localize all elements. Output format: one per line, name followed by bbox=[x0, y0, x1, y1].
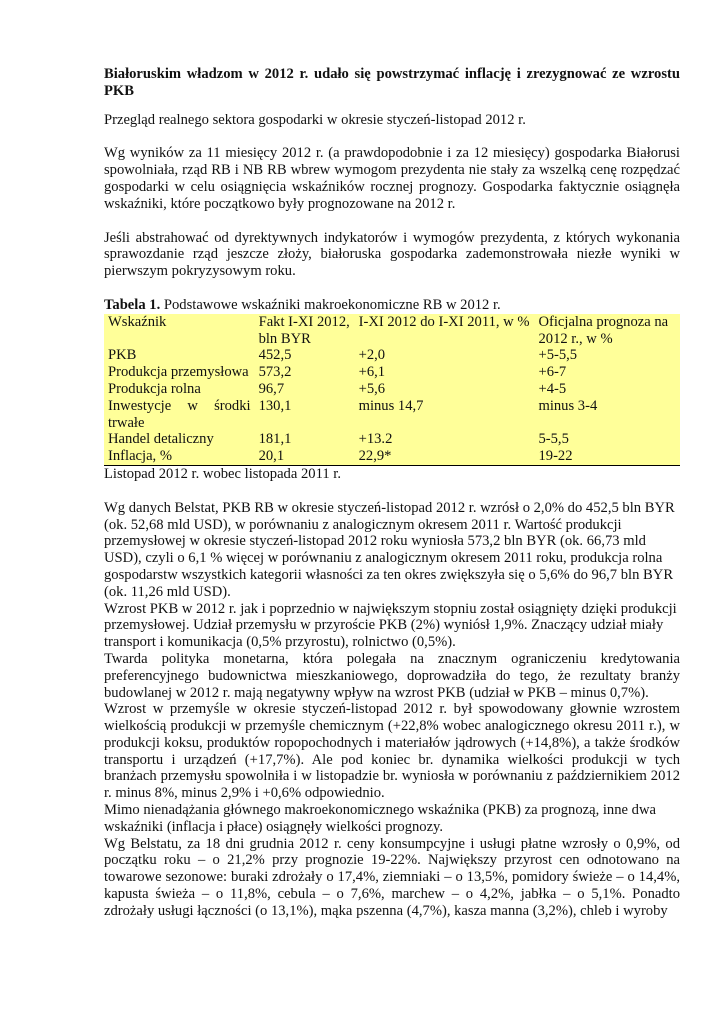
header-fact: Fakt I-XI 2012, bln BYR bbox=[258, 313, 350, 347]
table-row bbox=[104, 347, 680, 364]
table-row bbox=[104, 448, 680, 465]
table-row bbox=[104, 381, 680, 398]
table-caption bbox=[104, 297, 680, 314]
table-caption-text: Podstawowe wskaźniki makroekonomiczne RB w 2012 r. bbox=[160, 296, 501, 313]
paragraph-intro: Wg wyników za 11 miesięcy 2012 r. (a prawdopodobnie i za 12 miesięcy) gospodarka Białorusi spowolniała, rząd RB i NB RB wbrew wymogom prezydenta nie stały za wszelką cenę rozpędzać gospodarki w celu osiągnięcia wskaźników rocznej prognozy. Gospodarka faktycznie osiągnęła wskaźniki, które początkowo były prognozowane na 2012 r. bbox=[104, 145, 680, 212]
row-fact: 130,1 bbox=[258, 397, 292, 414]
table-row bbox=[104, 431, 680, 448]
row-name: Produkcja przemysłowa bbox=[108, 364, 249, 381]
paragraph-forecast: Mimo nienadążania głównego makroekonomicznego wskaźnika (PKB) za prognozą, inne dwa wskaźniki (inflacja i płace) osiągnęły wielkości prognozy. bbox=[104, 802, 656, 835]
document-page bbox=[104, 66, 680, 920]
paragraph-gdp-growth: Wzrost PKB w 2012 r. jak i poprzednio w największym stopniu został osiągnięty dzięki produkcji przemysłowej. Udział przemysłu w przyroście PKB (2%) wyniósł 1,9%. Znaczący udział miały transport i komunikacja (0,5% przyrostu), rolnictwo (0,5%). bbox=[104, 600, 677, 651]
row-name: Handel detaliczny bbox=[108, 431, 214, 448]
macro-indicators-table bbox=[104, 314, 680, 466]
paragraph-abstract: Jeśli abstrahować od dyrektywnych indykatorów i wymogów prezydenta, z których wykonania sprawozdanie rząd jeszcze złoży, białoruska gospodarka zademonstrowała niezłe wyniki w pierwszym pokryzysowym roku. bbox=[104, 229, 680, 280]
table-footnote: Listopad 2012 r. wobec listopada 2011 r. bbox=[104, 465, 341, 482]
row-fact: 181,1 bbox=[258, 431, 292, 448]
row-forecast: 5-5,5 bbox=[538, 431, 569, 448]
document-subtitle: Przegląd realnego sektora gospodarki w okresie styczeń-listopad 2012 r. bbox=[104, 111, 526, 128]
row-change: +13.2 bbox=[358, 431, 393, 448]
row-fact: 20,1 bbox=[257, 448, 357, 465]
row-forecast: +4-5 bbox=[538, 380, 567, 397]
row-fact: 96,7 bbox=[258, 380, 285, 397]
row-fact: 452,5 bbox=[258, 347, 292, 364]
table-row bbox=[104, 398, 680, 432]
row-change: +6,1 bbox=[358, 364, 386, 381]
paragraph-monetary-policy: Twarda polityka monetarna, która polegała na znacznym ograniczeniu kredytowania preferencyjnego budownictwa mieszkaniowego, doprowadziła do tego, że rezultaty branży budowlanej w 2012 r. mają negatywny wpływ na wzrost PKB (udział w PKB – minus 0,7%). bbox=[104, 650, 680, 701]
paragraph-industry: Wzrost w przemyśle w okresie styczeń-listopad 2012 r. był spowodowany głownie wzrostem wielkością produkcji w przemyśle chemicznym (+22,8% wobec analogicznego okresu 2011 r.), w produkcji koksu, produktów ropopochodnych i materiałów jądrowych (+14,8%), a także środków transportu i urządzeń (+17,7%). Ale pod koniec br. dynamika wielkości produkcji w tych branżach przemysłu spowolniła i w listopadzie br. wyniosła w porównaniu z październikiem 2012 r. minus 8%, minus 2,9% i +0,6% odpowiednio. bbox=[104, 701, 680, 802]
header-forecast: Oficjalna prognoza na 2012 r., w % bbox=[538, 313, 669, 347]
header-change: I-XI 2012 do I-XI 2011, w % bbox=[358, 313, 530, 330]
row-forecast: minus 3-4 bbox=[538, 397, 598, 414]
row-name: Inflacja, % bbox=[104, 448, 257, 465]
document-title: Białoruskim władzom w 2012 r. udało się powstrzymać inflację i zrezygnować ze wzrostu PKB bbox=[104, 66, 680, 99]
row-forecast: 19-22 bbox=[536, 448, 680, 465]
row-change: minus 14,7 bbox=[358, 397, 424, 414]
row-name-part: środki bbox=[214, 397, 251, 414]
row-name: PKB bbox=[108, 347, 137, 364]
row-change: +5,6 bbox=[358, 380, 386, 397]
row-change: +2,0 bbox=[358, 347, 386, 364]
row-name: Produkcja rolna bbox=[108, 380, 201, 397]
header-indicator: Wskaźnik bbox=[108, 313, 167, 330]
row-forecast: +6-7 bbox=[538, 364, 567, 381]
row-forecast: +5-5,5 bbox=[538, 347, 578, 364]
row-change: 22,9* bbox=[357, 448, 537, 465]
row-name-part: Inwestycje bbox=[108, 397, 172, 414]
table-caption-label: Tabela 1. bbox=[104, 296, 161, 313]
paragraph-gdp: Wg danych Belstat, PKB RB w okresie styczeń-listopad 2012 r. wzrósł o 2,0% do 452,5 bln BYR (ok. 52,68 mld USD), w porównaniu z analogicznym okresem 2011 r. Wartość produkcji przemysłowej w okresie styczeń-listopad 2012 roku wyniosła 573,2 bln BYR (ok. 66,73 mld USD), czyli o 6,1 % więcej w porównaniu z analogicznym okresem 2011 roku, produkcja rolna gospodarstw wszystkich kategorii własności za ten okres zwiększyła się o 5,6% do 96,7 bln BYR (ok. 11,26 mld USD). bbox=[104, 499, 675, 600]
row-name-part: w bbox=[187, 397, 198, 414]
row-fact: 573,2 bbox=[258, 364, 292, 381]
paragraph-prices: Wg Belstatu, za 18 dni grudnia 2012 r. ceny konsumpcyjne i usługi płatne wzrosły o 0,9%, od początku roku – o 21,2% przy prognozie 19-22%. Największy przyrost cen odnotowano na towarowe sezonowe: buraki zdrożały o 17,4%, ziemniaki – o 13,5%, pomidory świeże – o 14,4%, kapusta świeża – o 11,8%, cebula – o 7,6%, marchew – o 4,2%, jabłka – o 5,1%. Ponadto zdrożały usługi łączności (o 13,1%), mąka pszenna (4,7%), kasza manna (3,2%), chleb i wyroby bbox=[104, 835, 680, 919]
row-name bbox=[104, 398, 257, 432]
table-row bbox=[104, 364, 680, 381]
table-header-row bbox=[104, 314, 680, 348]
row-name-part: trwałe bbox=[108, 414, 145, 431]
